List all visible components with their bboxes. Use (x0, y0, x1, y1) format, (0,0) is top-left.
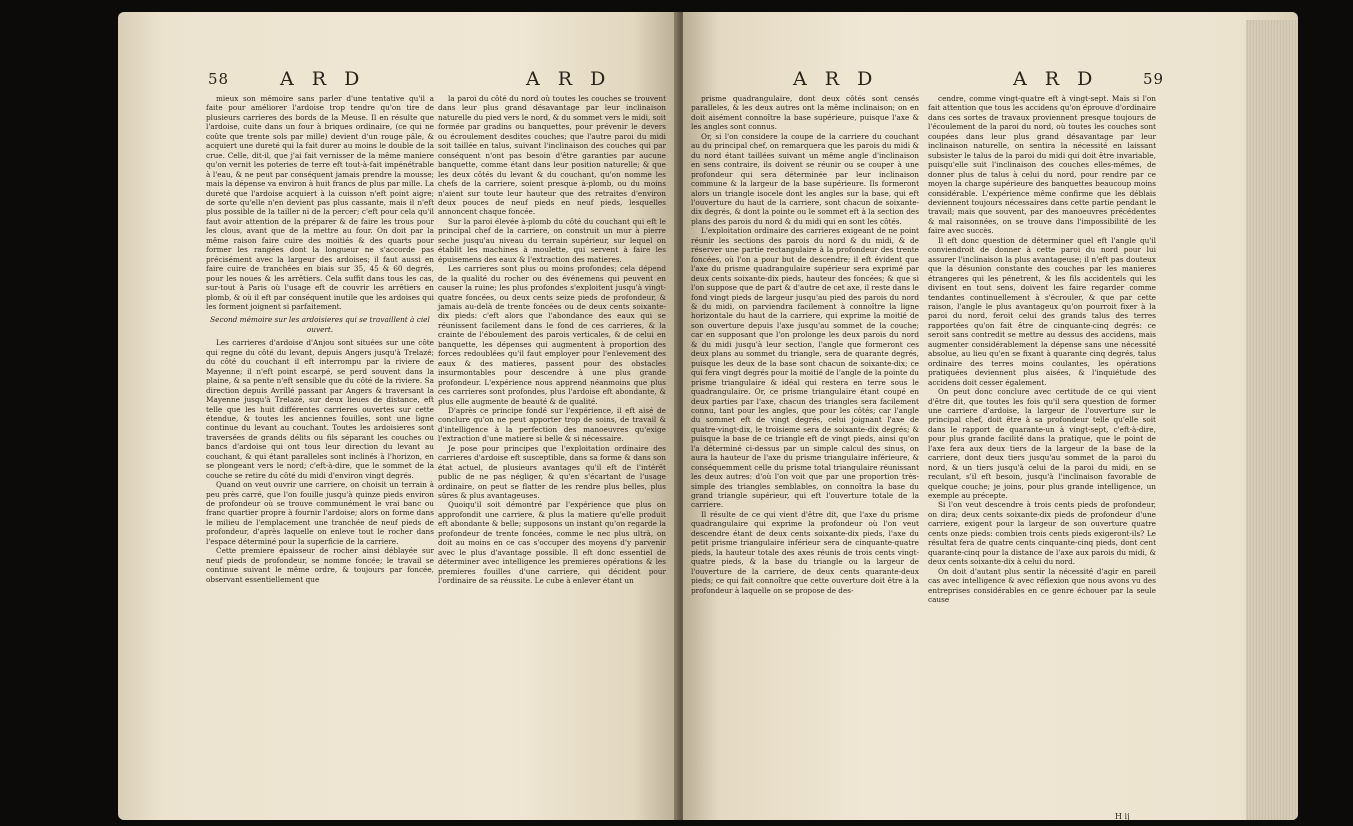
text-column-4 (928, 94, 1156, 604)
running-header-right-col4: A R D (1013, 68, 1099, 90)
paragraph: Cette premiere épaisseur de rocher ainsi déblayée sur neuf pieds de profondeur, se nomme foncée; le travail se continue suivant le même ordre, & toujours par foncée, observant essentiellement que (206, 546, 434, 584)
paragraph: On peut donc conclure avec certitude de ce qui vient d'être dit, que toutes les fois qu'il sera question de former une carriere d'ardoise, la largeur de l'ouverture sur le principal chef, doit être à sa profondeur telle qu'elle soit dans le rapport de quarante-un à vingt-sept, c'eft-à-dire, pour plus grande facilité dans la pratique, que le point de l'axe fera aux deux tiers de la largeur de la base de la carriere, dont deux tiers jusqu'au sommet de la paroi du nord, & un tiers jusqu'à celui de la paroi du midi, en se reculant, s'il eft besoin, jusqu'à l'inclinaison favorable de quelque couche; je joins, pour plus grande intelligence, un exemple au précepte. (928, 387, 1156, 501)
paragraph: L'exploitation ordinaire des carrieres exigeant de ne point réunir les sections des parois du nord & du midi, & de réserver une partie rectangulaire à la profondeur des trente foncées, où l'on a pour but de descendre; il eft évident que l'axe du prisme quadrangulaire supérieur sera exprimé par deux cents soixante-dix pieds, hauteur des foncées; & que si l'on suppose que de part & d'autre de cet axe, il reste dans le fond vingt pieds de largeur jusqu'au pied des parois du nord & du midi, on parviendra facilement à connoître la ligne horizontale du haut de la carriere, qui exprime la moitié de son ouverture depuis l'axe jusqu'au sommet de la couche; car en supposant que l'on prolonge les deux parois du nord & du midi jusqu'à leur section, l'angle que formeront ces deux plans au sommet du triangle, sera de quarante degrés, puisque les deux de la base sont chacun de soixante-dix; ce qui fera vingt degrés pour la moitié de l'angle de la pointe du prisme triangulaire & idéal qui restera en terre sous le quadrangulaire. Or, ce prisme triangulaire étant coupé en deux parties par l'axe, chacun des triangles sera facilement connu, tant pour les angles, que pour les côtés; car l'angle du sommet eft de vingt degrés, celui joignant l'axe de quatre-vingt-dix, le troisieme sera de soixante-dix degrés; & puisque la base de ce triangle eft de vingt pieds, ainsi qu'on l'a déterminé ci-dessus par un simple calcul des sinus, on aura la hauteur de l'axe du prisme triangulaire inférieure, & conséquemment celle du prisme total triangulaire réunissant les deux autres: d'où l'on voit que par une proportion très-simple des triangles semblables, on connoîtra la base du grand triangle supérieur, qui eft l'ouverture totale de la carriere. (691, 226, 919, 510)
running-header-left-col2: A R D (526, 68, 612, 90)
section-heading: Second mémoire sur les ardoisieres qui se travaillent à ciel ouvert. (210, 315, 430, 334)
right-page (683, 12, 1298, 820)
page-number-left: 58 (208, 70, 230, 88)
text-column-1 (206, 94, 434, 584)
running-header-right-col3: A R D (793, 68, 879, 90)
paragraph: On doit d'autant plus sentir la nécessité d'agir en pareil cas avec intelligence & avec réflexion que nous avons vu des entreprises considérables en ce genre échouer par la seule cause (928, 566, 1156, 605)
text-column-3 (691, 94, 919, 595)
paragraph: cendre, comme vingt-quatre eft à vingt-sept. Mais si l'on fait attention que tous les accidens qu'on éprouve d'ordinaire dans ces sortes de travaux proviennent presque toujours de l'écoulement de la paroi du nord, où toutes les couches sont coupées dans leur plus grand désavantage par leur inclinaison naturelle, on sentira la nécessité en laissant subsister le talus de la paroi du midi qui doit être invariable, puisqu'elle suit l'inclinaison des couches elles-mêmes, de donner plus de talus à celui du nord, pour rendre par ce moyen la charge supérieure des banquettes beaucoup moins considérable. L'expérience même confirme que les déblais deviennent toujours nécessaires dans cette partie pendant le travail; mais que souvent, par des manoeuvres précédentes & mal raisonnées, on se trouve dans l'impossibilité de les faire avec succès. (928, 94, 1156, 236)
paragraph: Or, si l'on considere la coupe de la carriere du couchant au du principal chef, on remarquera que les parois du midi & du nord étant taillées suivant un même angle d'inclinaison en sens contraire, ils doivent se réunir ou se couper à une profondeur qui sera déterminée par leur inclinaison commune & la largeur de la base supérieure. Ils formeront alors un triangle isocele dont les angles sur la base, qui eft l'ouverture du haut de la carriere, sont chacun de soixante-dix degrés, & dont la pointe ou le sommet eft à la section des plans des parois du nord & du midi qui en sont les côtés. (691, 131, 919, 226)
paragraph: Quoiqu'il soit démontré par l'expérience que plus on approfondit une carriere, & plus la matiere qu'elle produit eft abondante & belle; supposons un instant qu'on regarde la profondeur de trente foncées, comme le nec plus ultrà, on doit au moins en ce cas s'occuper des moyens d'y parvenir avec le plus d'avantage possible. Il eft donc essentiel de déterminer avec intelligence les premieres opérations & les premieres fouilles d'une carriere, qui décident pour l'ordinaire de sa réussite. Le cube à enlever étant un (438, 500, 666, 586)
running-header-left-col1: A R D (280, 68, 366, 90)
open-book (118, 12, 1298, 820)
paragraph: mieux son mémoire sans parler d'une tentative qu'il a faite pour améliorer l'ardoise trop tendre qu'on tire de plusieurs carrieres des bords de la Meuse. Il en résulte que l'ardoise, cuite dans un four à briques ordinaire, (ce qui ne coûte que trente sols par mille) devient d'un rouge pâle, & acquiert une dureté qui la fait durer au moins le double de la crue. Celle, dit-il, que j'ai fait vernisser de la même maniere qu'on vernit les poteries de terre eft tout-à-fait impénétrable à l'eau, & ne peut par conséquent jamais prendre la mousse; mais la dépense va environ à huit francs de plus par mille. La dureté que l'ardoise acquiert à la cuisson n'eft point aigre; de sorte qu'elle n'en devient pas plus cassante, mais il n'eft plus possible de la tailler ni de la percer; c'eft pour cela qu'il faut avoir attention de la préparer & de faire les trous pour les clous, avant que de la mettre au four. On doit par la même raison faire cuire des moitiés & des quarts pour former les rangées dont la longueur ne s'accorde pas précisément avec la largeur des ardoises; il faut aussi en faire cuire de tranchées en biais sur 35, 45 & 60 degrés, pour les noues & les arrêtiers. Cela suffit dans tous les cas, sur-tout à Paris où l'usage eft de couvrir les arrêtiers en plomb, & où il eft par conséquent inutile que les ardoises qui les forment joignent si parfaitement. (206, 94, 434, 311)
paragraph: Les carrieres d'ardoise d'Anjou sont situées sur une côte qui regne du côté du levant, depuis Angers jusqu'à Trelazé; du côté du couchant il eft interrompu par la riviere de Mayenne; il n'eft point escarpé, se perd souvent dans la plaine, & sa pente n'eft sensible que du côté de la riviere. Sa direction depuis Avrillé passant par Angers & traversant la Mayenne jusqu'à Trelazé, sur deux lieues de distance, eft telle que les huit différentes carrieres ouvertes sur cette étendue, & toutes les anciennes fouilles, sont une ligne continue du levant au couchant. Toutes les ardoisieres sont traversées de grands délits ou fils séparant les couches ou bancs d'ardoise qui ont tous leur direction du levant au couchant, & qui étant paralleles sont inclinés à l'horizon, en se plongeant vers le nord; c'eft-à-dire, que le sommet de la couche se retire du côté du midi d'environ vingt degrés. (206, 338, 434, 480)
paragraph: Si l'on veut descendre à trois cents pieds de profondeur, on dira; deux cents soixante-dix pieds de profondeur d'une carriere, exigent pour la largeur de son ouverture quatre cents onze pieds: combien trois cents pieds exigeront-ils? Le résultat fera de quatre cents cinquante-cinq pieds, dont cent quarante-cinq pour la distance de l'axe aux parois du midi, & deux cents soixante-dix à celui du nord. (928, 500, 1156, 567)
paragraph: la paroi du côté du nord où toutes les couches se trouvent dans leur plus grand désavantage par leur inclinaison naturelle du pied vers le nord, & du sommet vers le midi, soit formée par gradins ou banquettes, pour prévenir le devers ou écroulement desdites couches; que l'autre paroi du midi soit taillée en talus, suivant l'inclinaison des couches qui par conséquent n'ont pas besoin d'être garanties par aucune banquette, comme étant dans leur position naturelle; & que les deux côtés du levant & du couchant, qu'on nomme les chefs de la carriere, soient presque à-plomb, ou du moins n'aient sur toute leur hauteur que des retraites d'environ deux pouces de neuf pieds en neuf pieds, lesquelles annoncent chaque foncée. (438, 94, 666, 217)
text-column-2 (438, 94, 666, 586)
page-number-right: 59 (1143, 70, 1165, 88)
paragraph: Je pose pour principes que l'exploitation ordinaire des carrieres d'ardoise eft susceptible, dans sa forme & dans son état actuel, de plusieurs avantages qu'il eft de l'intérêt public de ne pas négliger, & qu'en s'écartant de l'usage ordinaire, on peut se flatter de les rendre plus belles, plus sûres & plus avantageuses. (438, 443, 666, 501)
signature-mark: H ij (1115, 812, 1130, 820)
paragraph: prisme quadrangulaire, dont deux côtés sont censés paralleles, & les deux autres ont la même inclinaison; on en doit aisément connoître la base supérieure, puisque l'axe & les angles sont connus. (691, 94, 919, 132)
paragraph: Il résulte de ce qui vient d'être dit, que l'axe du prisme quadrangulaire qui exprime la profondeur où l'on veut descendre étant de deux cents soixante-dix pieds, l'axe du petit prisme triangulaire inférieur sera de cinquante-quatre pieds, la hauteur totale des axes réunis de trois cents vingt-quatre pieds, & la base du triangle ou la largeur de l'ouverture de la carriere, de deux cents quarante-deux pieds; ce qui fait connoître que cette ouverture doit être à la profondeur à laquelle on se propose de des- (691, 509, 919, 595)
paragraph: Quand on veut ouvrir une carriere, on choisit un terrain à peu près carré, que l'on fouille jusqu'à quinze pieds environ de profondeur où se trouve communément le vrai banc ou franc quartier propre à fournir l'ardoise; alors on forme dans le milieu de l'emplacement une tranchée de neuf pieds de profondeur, d'après laquelle on enleve tout le rocher dans l'espace déterminé pour la superficie de la carriere. (206, 480, 434, 546)
left-page (118, 12, 678, 820)
paragraph: Les carrieres sont plus ou moins profondes; cela dépend de la qualité du rocher ou des événemens qui peuvent en causer la ruine; les plus profondes s'exploitent jusqu'à vingt-quatre foncées, ou deux cents seize pieds de profondeur, & jamais au-delà de trente foncées ou de deux cents soixante-dix pieds: c'eft alors que l'abondance des eaux qui se réunissent facilement dans le fond de ces carrieres, & la crainte de l'éboulement des parois verticales, & de celui en banquette, les dépenses qui augmentent à proportion des forces redoublées qu'il faut employer pour l'enlevement des eaux & des matieres, passent pour des obstacles insurmontables pour descendre à une plus grande profondeur. L'expérience nous apprend néanmoins que plus ces carrieres sont profondes, plus l'ardoise eft abondante, & plus elle augmente de beauté & de qualité. (438, 264, 666, 406)
page-edges (1246, 20, 1298, 820)
paragraph: Il eft donc question de déterminer quel eft l'angle qu'il conviendroit de donner à cette paroi du nord pour lui assurer l'inclinaison la plus avantageuse; il n'eft pas douteux que la désunion constante des couches par les manieres étrangeres qui les pénetrent, & les fils accidentels qui les divisent en tout sens, doivent les faire regarder comme tendantes continuellement à s'écrouler, & que par cette raison, l'angle le plus avantageux qu'on pourroit fixer à la paroi du nord, feroit celui des grands talus des terres rapportées qu'on fait être de cinquante-cinq degrés: ce seroit sans contredit se mettre au dessus des accidens, mais augmenter considérablement la dépense sans une nécessité absolue, au lieu qu'en se fixant à quarante cinq degrés, talus ordinaire des terres moins coulantes, les opérations pratiquées deviennent plus aisées, & l'inquiétude des accidens doit cesser également. (928, 235, 1156, 387)
paragraph: D'après ce principe fondé sur l'expérience, il eft aisé de conclure qu'on ne peut apporter trop de soins, de travail & d'intelligence à la perfection des manoeuvres qu'exige l'extraction d'une matiere si belle & si nécessaire. (438, 405, 666, 444)
paragraph: Sur la paroi élevée à-plomb du côté du couchant qui eft le principal chef de la carriere, on construit un mur à pierre seche jusqu'au niveau du terrain supérieur, sur lequel on établit les machines à moulette, qui servent à faire les épuisemens des eaux & l'extraction des matieres. (438, 216, 666, 264)
